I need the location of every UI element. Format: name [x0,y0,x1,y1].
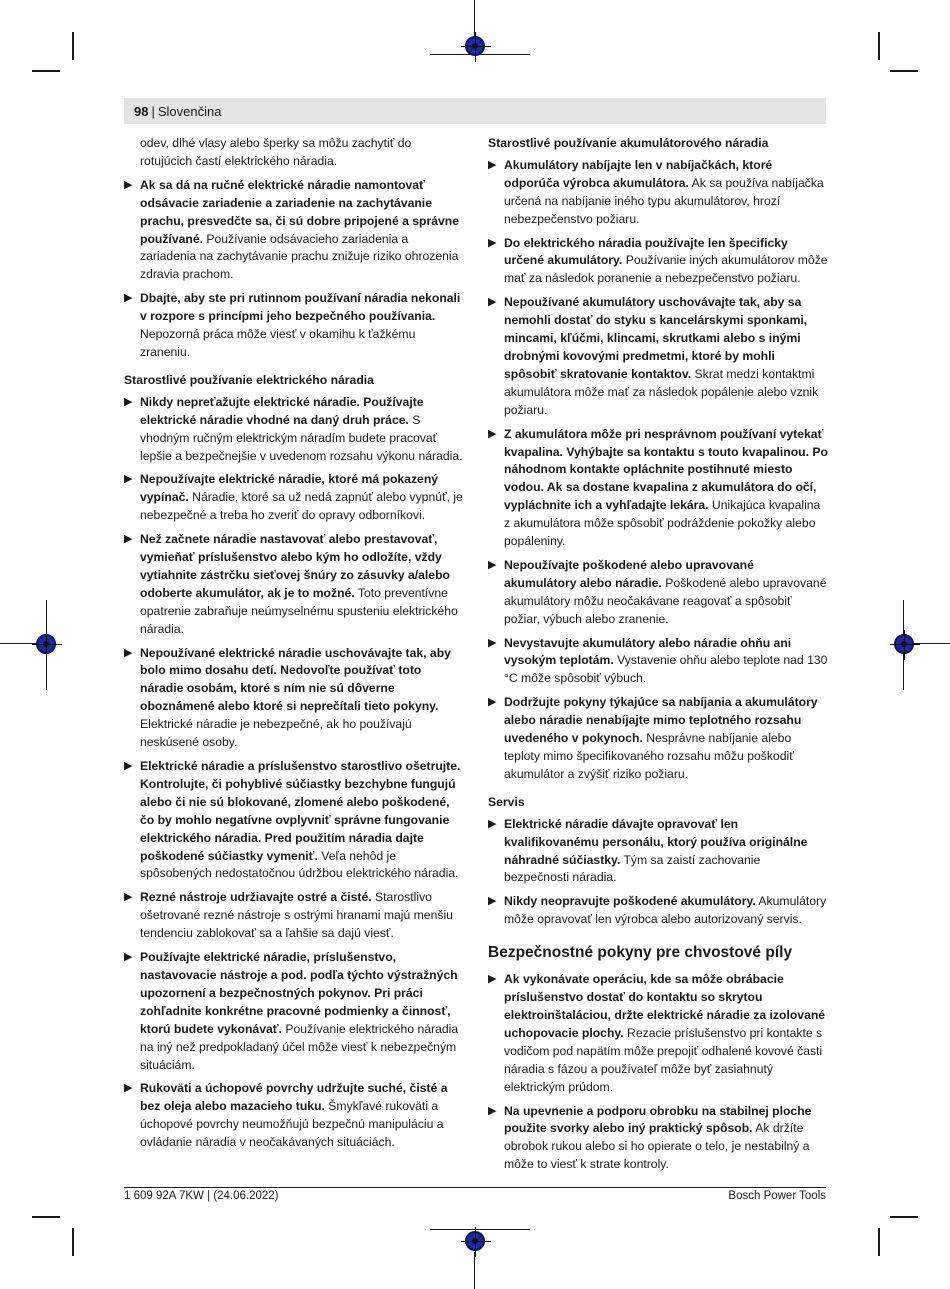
bullet-item [488,694,828,784]
bullet-item [124,471,464,525]
bullet-item [488,816,828,888]
footer-brand: Bosch Power Tools [728,1190,826,1202]
bullet-bold-text: Dodržujte pokyny týkajúce sa nabíjania a akumulátory alebo náradie nenabíjajte mimo teplotného rozsahu uvedeného v pokynoch. [504,695,818,746]
bullet-item [488,294,828,419]
bullet-text: Používanie odsávacieho zariadenia a zariadenia na zachytávanie prachu znižuje riziko ohrozenia zdravia prachom. [140,231,459,282]
bullet-item [124,394,464,466]
triangle-bullet-icon: ▶ [488,427,497,440]
bullet-item [124,1080,464,1152]
bullet-bold-text: Nepoužívajte elektrické náradie, ktoré má pokazený vypínač. [140,472,439,505]
triangle-bullet-icon: ▶ [124,646,133,659]
bullet-item [124,645,464,752]
bullet-text: Tým sa zaistí zachovanie bezpečnosti náradia. [504,852,761,885]
bullet-item [488,1103,828,1175]
page-header [124,98,826,124]
registration-mark [465,36,485,56]
bullet-bold-text: Ak sa dá na ručné elektrické náradie namontovať odsávacie zariadenie a zariadenie na zachytávanie prachu, presvedčte sa, či sú dobre pripojené a správne používané. [140,177,460,246]
bullet-bold-text: Elektrické náradie a príslušenstvo starostlivo ošetrujte. Kontrolujte, či pohyblivé súčiastky bezchybne fungujú alebo či nie sú blokované, zlomené alebo poškodené, čo by mohlo negatívne ovplyvniť správne fungovanie elektrického náradia. Pred použitím náradia dajte poškodené súčiastky vymeniť. [140,759,461,863]
crop-line [474,0,475,36]
triangle-bullet-icon: ▶ [488,973,497,986]
bullet-bold-text: Akumulátory nabíjajte len v nabíjačkách, ktoré odporúča výrobca akumulátora. [504,157,773,190]
bullet-bold-text: Nepoužívané elektrické náradie uschovávajte tak, aby bolo mimo dosahu detí. Nedovoľte používať toto náradie osobám, ktoré s ním nie sú dôverne oboznámené alebo ktoré si neprečítali tieto pokyny. [140,645,451,714]
crop-mark [32,70,60,72]
triangle-bullet-icon: ▶ [124,1082,133,1095]
bullet-text: Poškodené alebo upravované akumulátory môžu neočakávane reagovať a spôsobiť požiar, výbuch alebo zranenie. [504,575,827,626]
triangle-bullet-icon: ▶ [488,236,497,249]
triangle-bullet-icon: ▶ [124,533,133,546]
bullet-item [488,235,828,289]
bullet-item [488,971,828,1096]
bullet-item [124,949,464,1074]
bullet-text: Ak sa používa nabíjačka určená na nabíjanie iného typu akumulátorov, hrozí nebezpečenstvo požiaru. [504,175,824,226]
triangle-bullet-icon: ▶ [124,292,133,305]
crop-line [474,1252,475,1289]
bullet-bold-text: Rukoväti a úchopové povrchy udržujte suché, čisté a bez oleja alebo mazacieho tuku. [140,1081,448,1114]
triangle-bullet-icon: ▶ [124,891,133,904]
bullet-item [124,177,464,284]
triangle-bullet-icon: ▶ [488,817,497,830]
bullet-text: Toto preventívne opatrenie zabraňuje neúmyselnému spusteniu elektrického náradia. [140,585,458,636]
bullet-item [488,635,828,689]
bullet-bold-text: Než začnete náradie nastavovať alebo prestavovať, vymieňať príslušenstvo alebo kým ho odložíte, vždy vytiahnite zástrčku sieťovej šnúry zo zásuvky a/alebo odoberte akumulátor, ak je to možné. [140,532,450,600]
safety-list [488,816,828,929]
bullet-bold-text: Nikdy neopravujte poškodené akumulátory. [504,894,756,909]
bullet-item [124,531,464,638]
bullet-item [124,889,464,943]
header-language: Slovenčina [157,103,222,119]
triangle-bullet-icon: ▶ [124,178,133,191]
bullet-item [488,893,828,929]
bullet-bold-text: Rezné nástroje udržiavajte ostré a čisté. [140,890,372,905]
footer-rule [124,1187,826,1188]
left-column [124,135,464,1158]
triangle-bullet-icon: ▶ [488,636,497,649]
registration-mark [465,1231,485,1251]
crop-mark [890,70,918,72]
bullet-item [488,157,828,229]
bullet-bold-text: Do elektrického náradia používajte len špecificky určené akumulátory. [504,235,788,268]
registration-mark [36,634,56,654]
subheading: Servis [488,794,525,809]
crop-mark [890,1216,918,1218]
crop-mark [72,1228,74,1256]
bullet-text: Používanie elektrického náradia na iný než predpokladaný účel môže viesť k nebezpečným situáciám. [140,1021,459,1072]
bullet-text: Nepozorná práca môže viesť v okamihu k ťažkému zraneniu. [140,327,416,359]
bullet-bold-text: Ak vykonávate operáciu, kde sa môže obrábacie príslušenstvo dostať do kontaktu so skrytou elektroinštaláciou, držte elektrické náradie za izolované uchopovacie plochy. [504,972,826,1040]
bullet-text: Skrat medzi kontaktmi akumulátora môže mať za následok popálenie alebo vznik požiaru. [504,366,819,417]
right-column [488,135,828,1180]
bullet-text: Akumulátory môže opravovať len výrobca alebo autorizovaný servis. [504,894,827,927]
triangle-bullet-icon: ▶ [488,296,497,309]
page-number: 98 [134,103,149,119]
bullet-text: Používanie iných akumulátorov môže mať za následok poranenie a nebezpečenstvo požiaru. [504,253,828,286]
bullet-item [124,758,464,883]
bullet-bold-text: Nikdy nepreťažujte elektrické náradie. Používajte elektrické náradie vhodné na daný druh práce. [140,394,424,427]
triangle-bullet-icon: ▶ [488,558,497,571]
triangle-bullet-icon: ▶ [124,951,133,964]
registration-mark [894,634,914,654]
triangle-bullet-icon: ▶ [488,696,497,709]
bullet-bold-text: Nepoužívajte poškodené alebo upravované akumulátory alebo náradie. [504,557,754,590]
subheading: Starostlivé používanie akumulátorového náradia [488,136,769,150]
bullet-item [124,290,464,362]
crop-line [430,1229,530,1230]
bullet-text: Elektrické náradie je nebezpečné, ak ho používajú neskúsené osoby. [140,717,412,750]
bullet-text: Nesprávne nabíjanie alebo teploty mimo špecifikovaného rozsahu môžu poškodiť akumulátor a zvýšiť riziko požiaru. [504,731,794,781]
bullet-text: Šmykľavé rukoväti a úchopové povrchy neumožňujú bezpečnú manipuláciu a ovládanie náradia v neočakávaných situáciách. [140,1099,444,1150]
bullet-bold-text: Z akumulátora môže pri nesprávnom používaní vytekať kvapalina. Vyhýbajte sa kontaktu s touto kvapalinou. Po náhodnom kontakte opláchnite postihnuté miesto vodou. Ak sa dostane kvapalina z akumulátora do očí, vypláchnite ich a vyhľadajte lekára. [504,426,828,513]
crop-mark [878,32,880,60]
bullet-text: Rezacie príslušenstvo pri kontakte s vodičom pod napätím môže prepojiť odhalené kovové časti náradia s fázou a používateľ môže byť zasiahnutý elektrickým prúdom. [504,1025,823,1094]
footer-doc-code: 1 609 92A 7KW | (24.06.2022) [124,1190,279,1202]
subheading: Starostlivé používanie elektrického náradia [124,372,374,387]
bullet-item [488,426,828,551]
bullet-bold-text: Dbajte, aby ste pri rutinnom používaní náradia nekonali v rozpore s princípmi jeho bezpečného používania. [140,291,461,324]
bullet-text: Náradie, ktoré sa už nedá zapnúť alebo vypnúť, je nebezpečné a treba ho zveriť do opravy odborníkovi. [140,490,463,523]
triangle-bullet-icon: ▶ [124,473,133,486]
bullet-bold-text: Nevystavujte akumulátory alebo náradie ohňu ani vysokým teplotám. [504,635,792,668]
crop-mark [72,32,74,60]
triangle-bullet-icon: ▶ [124,395,133,408]
safety-list [488,157,828,784]
safety-list [124,394,464,1152]
bullet-text: S vhodným ručným elektrickým náradím budete pracovať lepšie a bezpečnejšie v uvedenom rozsahu výkonu náradia. [140,412,463,463]
bullet-bold-text: Elektrické náradie dávajte opravovať len kvalifikovanému personálu, ktorý používa originálne náhradné súčiastky. [504,816,808,867]
crop-line [0,643,36,644]
bullet-text: Vystavenie ohňu alebo teplote nad 130 °C môže spôsobiť výbuch. [504,653,828,686]
crop-mark [878,1228,880,1256]
triangle-bullet-icon: ▶ [488,895,497,908]
bullet-bold-text: Na upevnenie a podporu obrobku na stabilnej ploche použite svorky alebo iný praktický spôsob. [504,1103,812,1136]
safety-list [124,177,464,362]
bullet-text: Starostlivo ošetrované rezné nástroje s ostrými hranami majú menšiu tendenciu zablokovať sa a ľahšie sa dajú viesť. [140,890,453,941]
section-title: Bezpečnostné pokyny pre chvostové píly [488,944,793,962]
triangle-bullet-icon: ▶ [488,158,497,171]
triangle-bullet-icon: ▶ [124,760,133,772]
bullet-text: Veľa nehôd je spôsobených nedostatočnou údržbou elektrického náradia. [140,848,459,881]
bullet-text: Ak držíte obrobok rukou alebo si ho opierate o telo, je nestabilný a môže to viesť k strate kontroly. [504,1121,810,1172]
bullet-bold-text: Používajte elektrické náradie, príslušenstvo, nastavovacie nástroje a pod. podľa týchto výstražných upozornení a bezpečnostných pokynov. Pri práci zohľadnite konkrétne pracovné podmienky a činnosť, ktorú budete vykonávať. [140,950,458,1036]
bullet-item [488,557,828,629]
safety-list [488,971,828,1174]
header-separator: | [151,103,155,119]
bullet-bold-text: Nepoužívané akumulátory uschovávajte tak, aby sa nemohli dostať do styku s kancelárskymi sponkami, mincami, kľúčmi, klincami, skrutkami alebo s inými drobnými kovovými predmetmi, ktoré by mohli spôsobiť skratovanie kontaktov. [504,295,808,381]
bullet-text: Unikajúca kvapalina z akumulátora môže spôsobiť podráždenie pokožky alebo popáleniny. [504,498,821,549]
continued-text: odev, dlhé vlasy alebo šperky sa môžu zachytiť do rotujúcich častí elektrického náradia. [140,136,412,168]
crop-mark [32,1216,60,1218]
triangle-bullet-icon: ▶ [488,1104,497,1117]
